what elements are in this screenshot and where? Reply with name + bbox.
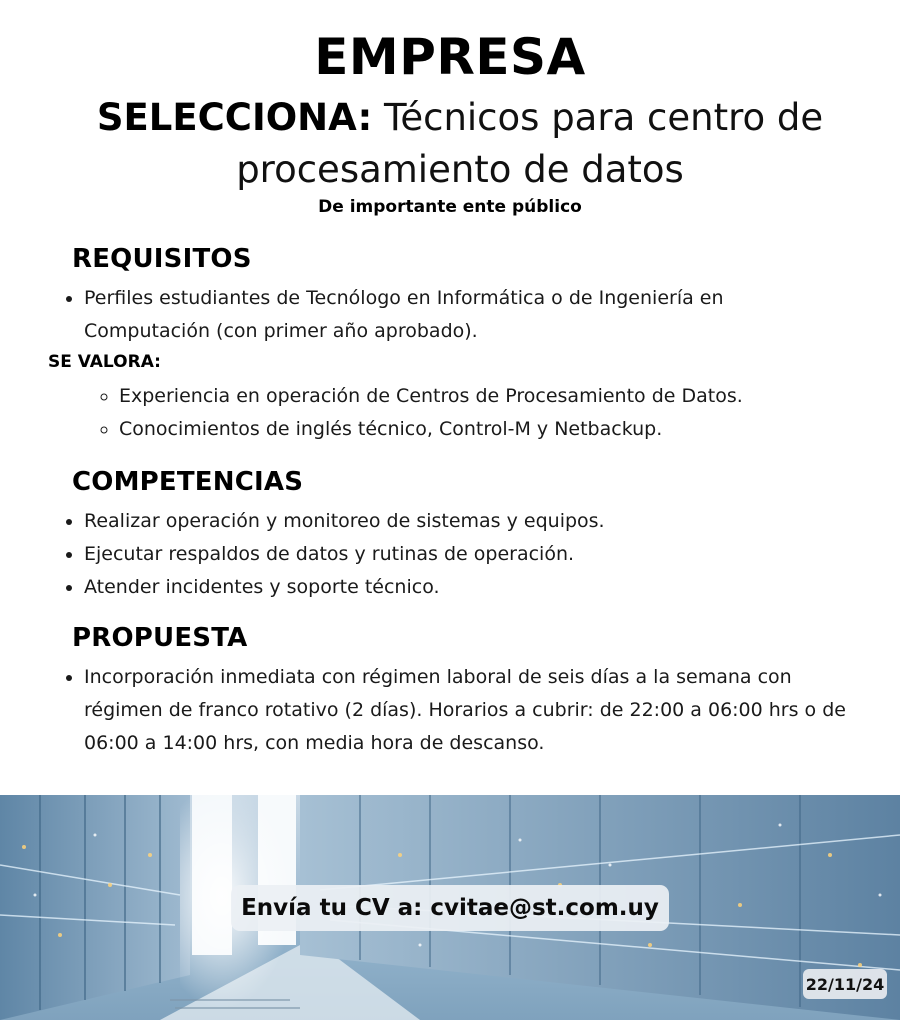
headline-lead: SELECCIONA: [96, 96, 373, 139]
valora-list [95, 380, 875, 446]
list-item: • Atender incidentes y soporte técnico. [84, 571, 840, 604]
list-item: ◦ Experiencia en operación de Centros de Procesamiento de Datos. [119, 380, 875, 413]
list-item: ◦ Conocimientos de inglés técnico, Control-M y Netbackup. [119, 413, 875, 446]
competencias-list [60, 505, 840, 604]
list-item: • Incorporación inmediata con régimen laboral de seis días a la semana con régimen de franco rotativo (2 días). Horarios a cubrir: de 22:00 a 06:00 hrs o de 06:00 a 14:00 hrs, con media hora de descanso. [84, 661, 850, 760]
list-item: • Ejecutar respaldos de datos y rutinas de operación. [84, 538, 840, 571]
propuesta-list [60, 661, 850, 760]
headline [40, 92, 880, 196]
subline: De importante ente público [318, 197, 582, 217]
valora-label: SE VALORA: [48, 352, 161, 372]
requisitos-list [60, 282, 840, 348]
section-title-competencias: COMPETENCIAS [72, 467, 304, 497]
headline-role: Técnicos para centro de procesamiento de datos [236, 96, 824, 191]
posting-date-badge: 22/11/24 [803, 969, 887, 999]
company-title: EMPRESA [314, 28, 586, 86]
apply-email-cta[interactable]: Envía tu CV a: cvitae@st.com.uy [231, 885, 669, 931]
section-title-propuesta: PROPUESTA [72, 623, 248, 653]
list-item: • Realizar operación y monitoreo de sistemas y equipos. [84, 505, 840, 538]
section-title-requisitos: REQUISITOS [72, 244, 252, 274]
list-item: • Perfiles estudiantes de Tecnólogo en Informática o de Ingeniería en Computación (con primer año aprobado). [84, 282, 840, 348]
